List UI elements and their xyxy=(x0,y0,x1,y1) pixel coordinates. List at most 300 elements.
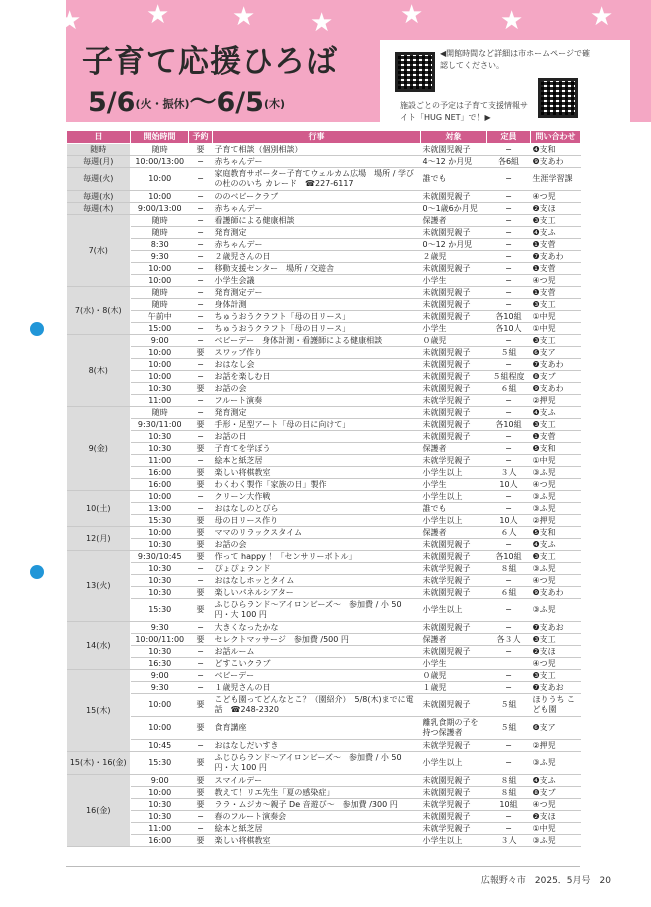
event-cell: 赤ちゃんデー xyxy=(213,156,421,168)
time-cell: 13:00 xyxy=(131,503,189,515)
event-cell: 移動支援センター 場所 / 交遊舎 xyxy=(213,263,421,275)
event-cell: ママのリラックスタイム xyxy=(213,527,421,539)
event-cell: 発育測定 xyxy=(213,227,421,239)
reservation-cell: − xyxy=(189,455,213,467)
day-cell: 8(木) xyxy=(67,335,131,407)
table-row xyxy=(67,371,581,383)
column-header: 日 xyxy=(67,131,131,144)
target-cell: 未就園児親子 xyxy=(421,359,487,371)
reservation-cell: 要 xyxy=(189,527,213,539)
page-footer: 広報野々市 2025．5月号 20 xyxy=(480,876,611,886)
time-cell: 10:30 xyxy=(131,811,189,823)
table-row xyxy=(67,287,581,299)
table-row xyxy=(67,191,581,203)
capacity-cell: ５組程度 xyxy=(487,371,531,383)
capacity-cell: − xyxy=(487,491,531,503)
target-cell: 未就園児親子 xyxy=(421,587,487,599)
time-cell: 10:00 xyxy=(131,787,189,799)
time-cell: 随時 xyxy=(131,287,189,299)
time-cell: 10:00 xyxy=(131,347,189,359)
contact-cell: ④つ児 xyxy=(531,575,581,587)
target-cell: 小学生以上 xyxy=(421,491,487,503)
event-cell: ちゅうおうクラフト「母の日リース」 xyxy=(213,323,421,335)
contact-cell: ❺支和 xyxy=(531,527,581,539)
table-row xyxy=(67,575,581,587)
capacity-cell: − xyxy=(487,407,531,419)
target-cell: 未就学児親子 xyxy=(421,823,487,835)
contact-cell: ❼支あお xyxy=(531,682,581,694)
contact-cell: ③ふ児 xyxy=(531,563,581,575)
reservation-cell: − xyxy=(189,299,213,311)
target-cell: 未就園児親子 xyxy=(421,371,487,383)
time-cell: 10:00 xyxy=(131,694,189,717)
contact-cell: ④つ児 xyxy=(531,479,581,491)
reservation-cell: − xyxy=(189,359,213,371)
time-cell: 11:00 xyxy=(131,395,189,407)
divider xyxy=(66,866,580,867)
column-header: 定員 xyxy=(487,131,531,144)
target-cell: 未就園児親子 xyxy=(421,431,487,443)
capacity-cell: 各10組 xyxy=(487,419,531,431)
contact-cell: ③ふ児 xyxy=(531,503,581,515)
table-row xyxy=(67,383,581,395)
time-cell: 10:30 xyxy=(131,575,189,587)
contact-cell: ①中児 xyxy=(531,323,581,335)
capacity-cell: − xyxy=(487,395,531,407)
capacity-cell: 10人 xyxy=(487,515,531,527)
time-cell: 9:00 xyxy=(131,775,189,787)
reservation-cell: − xyxy=(189,407,213,419)
event-cell: 子育て相談（個別相談） xyxy=(213,144,421,156)
reservation-cell: − xyxy=(189,740,213,752)
event-cell: お話の日 xyxy=(213,431,421,443)
contact-cell: ②押児 xyxy=(531,515,581,527)
event-cell: 絵本と紙芝居 xyxy=(213,823,421,835)
contact-cell: ❹支ふ xyxy=(531,775,581,787)
day-cell: 16(金) xyxy=(67,775,131,847)
day-cell: 随時 xyxy=(67,144,131,156)
target-cell: 未就園児親子 xyxy=(421,646,487,658)
capacity-cell: − xyxy=(487,752,531,775)
table-row xyxy=(67,599,581,622)
target-cell: 未就学児親子 xyxy=(421,563,487,575)
reservation-cell: − xyxy=(189,168,213,191)
target-cell: 保護者 xyxy=(421,215,487,227)
target-cell: 小学生 xyxy=(421,658,487,670)
contact-cell: ❹支ふ xyxy=(531,539,581,551)
event-cell: こども園ってどんなとこ？（園紹介） 5/8(木)までに電話 ☎248-2320 xyxy=(213,694,421,717)
reservation-cell: 要 xyxy=(189,539,213,551)
star-icon: ★ xyxy=(232,2,256,32)
day-cell: 14(水) xyxy=(67,622,131,670)
time-cell: 10:00 xyxy=(131,263,189,275)
reservation-cell: − xyxy=(189,575,213,587)
capacity-cell: ３人 xyxy=(487,467,531,479)
event-cell: わくわく製作「家族の日」製作 xyxy=(213,479,421,491)
capacity-cell: − xyxy=(487,251,531,263)
punch-hole-icon xyxy=(30,322,44,336)
contact-cell: ①中児 xyxy=(531,823,581,835)
time-cell: 15:30 xyxy=(131,515,189,527)
table-row xyxy=(67,694,581,717)
capacity-cell: − xyxy=(487,359,531,371)
reservation-cell: 要 xyxy=(189,347,213,359)
day-cell: 9(金) xyxy=(67,407,131,491)
contact-cell: ❾支あわ xyxy=(531,383,581,395)
capacity-cell: 各10人 xyxy=(487,323,531,335)
capacity-cell: − xyxy=(487,335,531,347)
target-cell: 未就学児親子 xyxy=(421,455,487,467)
time-cell: 9:30/11:00 xyxy=(131,419,189,431)
event-cell: ベビーデー xyxy=(213,670,421,682)
event-cell: 母の日リース作り xyxy=(213,515,421,527)
capacity-cell xyxy=(487,658,531,670)
target-cell: ０歳児 xyxy=(421,335,487,347)
contact-cell: ❾支あわ xyxy=(531,587,581,599)
contact-cell: ③ふ児 xyxy=(531,835,581,847)
time-cell: 15:00 xyxy=(131,323,189,335)
time-cell: 11:00 xyxy=(131,823,189,835)
contact-cell: ①中児 xyxy=(531,311,581,323)
time-cell: 10:00/13:00 xyxy=(131,156,189,168)
contact-cell: ❸支工 xyxy=(531,634,581,646)
target-cell: 小学生以上 xyxy=(421,599,487,622)
target-cell: 小学生 xyxy=(421,275,487,287)
event-cell: 作って happy ！「センサリーボトル」 xyxy=(213,551,421,563)
time-cell: 9:30 xyxy=(131,251,189,263)
contact-cell: ❻支ア xyxy=(531,347,581,359)
contact-cell: ほりうち こども園 xyxy=(531,694,581,717)
event-cell: おはなし会 xyxy=(213,359,421,371)
contact-cell: ❽支ブ xyxy=(531,371,581,383)
capacity-cell: ５組 xyxy=(487,717,531,740)
reservation-cell: 要 xyxy=(189,479,213,491)
table-row xyxy=(67,467,581,479)
table-row xyxy=(67,144,581,156)
capacity-cell: − xyxy=(487,682,531,694)
contact-cell: ❸支工 xyxy=(531,299,581,311)
time-cell: 10:45 xyxy=(131,740,189,752)
time-cell: 随時 xyxy=(131,299,189,311)
table-row xyxy=(67,263,581,275)
event-cell: 子育てを学ぼう xyxy=(213,443,421,455)
time-cell: 10:00 xyxy=(131,275,189,287)
table-row xyxy=(67,156,581,168)
target-cell: 小学生以上 xyxy=(421,835,487,847)
star-icon: ★ xyxy=(500,6,524,36)
table-body xyxy=(67,144,581,847)
capacity-cell: 各10組 xyxy=(487,551,531,563)
time-cell: 午前中 xyxy=(131,311,189,323)
event-cell: 楽しい将棋教室 xyxy=(213,835,421,847)
table-row xyxy=(67,227,581,239)
time-cell: 10:00 xyxy=(131,191,189,203)
table-row xyxy=(67,823,581,835)
contact-cell: ❹支ふ xyxy=(531,407,581,419)
target-cell: 0～12 か月児 xyxy=(421,239,487,251)
event-cell: 赤ちゃんデー xyxy=(213,239,421,251)
day-cell: 15(木)・16(金) xyxy=(67,752,131,775)
target-cell: 未就園児親子 xyxy=(421,299,487,311)
time-cell: 9:30 xyxy=(131,682,189,694)
contact-cell: ③ふ児 xyxy=(531,491,581,503)
reservation-cell: − xyxy=(189,371,213,383)
star-icon: ★ xyxy=(310,8,334,38)
time-cell: 15:30 xyxy=(131,752,189,775)
target-cell: 小学生以上 xyxy=(421,752,487,775)
time-cell: 10:00 xyxy=(131,717,189,740)
reservation-cell: − xyxy=(189,275,213,287)
target-cell: 未就園児親子 xyxy=(421,191,487,203)
time-cell: 9:00 xyxy=(131,670,189,682)
reservation-cell: − xyxy=(189,323,213,335)
table-row xyxy=(67,717,581,740)
time-cell: 16:00 xyxy=(131,835,189,847)
event-cell: 小学生会議 xyxy=(213,275,421,287)
day-cell: 12(月) xyxy=(67,527,131,551)
table-row xyxy=(67,491,581,503)
table-row xyxy=(67,775,581,787)
capacity-cell: − xyxy=(487,670,531,682)
contact-cell: ❾支あわ xyxy=(531,156,581,168)
time-cell: 16:00 xyxy=(131,479,189,491)
qr-code-icon[interactable] xyxy=(395,52,435,92)
star-icon: ★ xyxy=(146,0,170,30)
reservation-cell: 要 xyxy=(189,694,213,717)
contact-cell: ❸支工 xyxy=(531,419,581,431)
time-cell: 10:30 xyxy=(131,383,189,395)
table-row xyxy=(67,203,581,215)
capacity-cell: − xyxy=(487,455,531,467)
target-cell: 小学生 xyxy=(421,479,487,491)
table-row xyxy=(67,682,581,694)
target-cell: 未就園児親子 xyxy=(421,622,487,634)
table-row xyxy=(67,811,581,823)
event-cell: おはなしホッとタイム xyxy=(213,575,421,587)
table-row xyxy=(67,251,581,263)
table-row xyxy=(67,239,581,251)
capacity-cell: − xyxy=(487,823,531,835)
capacity-cell: ６人 xyxy=(487,527,531,539)
reservation-cell: 要 xyxy=(189,634,213,646)
day-cell: 毎週(水) xyxy=(67,191,131,203)
reservation-cell: − xyxy=(189,227,213,239)
reservation-cell: − xyxy=(189,670,213,682)
reservation-cell: − xyxy=(189,287,213,299)
qr-note-1: ◀開館時間など詳細は市ホームページで確認してください。 xyxy=(440,49,590,70)
contact-cell: ❺支和 xyxy=(531,443,581,455)
table-row xyxy=(67,835,581,847)
event-cell: 大きくなったかな xyxy=(213,622,421,634)
event-cell: ２歳児さんの日 xyxy=(213,251,421,263)
time-cell: 10:00 xyxy=(131,491,189,503)
day-cell: 10(土) xyxy=(67,491,131,527)
column-header: 行事 xyxy=(213,131,421,144)
contact-cell: 生涯学習課 xyxy=(531,168,581,191)
qr-code-icon[interactable] xyxy=(538,78,578,118)
target-cell: 4～12 か月児 xyxy=(421,156,487,168)
event-cell: 身体計測 xyxy=(213,299,421,311)
day-cell: 毎週(月) xyxy=(67,156,131,168)
target-cell: 未就園児親子 xyxy=(421,551,487,563)
time-cell: 9:30 xyxy=(131,622,189,634)
event-cell: 食育講座 xyxy=(213,717,421,740)
target-cell: 保護者 xyxy=(421,527,487,539)
target-cell: 誰でも xyxy=(421,503,487,515)
capacity-cell: − xyxy=(487,539,531,551)
capacity-cell: − xyxy=(487,599,531,622)
event-cell: セレクトマッサージ 参加費 /500 円 xyxy=(213,634,421,646)
contact-cell: ❸支工 xyxy=(531,670,581,682)
time-cell: 9:00/13:00 xyxy=(131,203,189,215)
capacity-cell: − xyxy=(487,811,531,823)
capacity-cell: − xyxy=(487,299,531,311)
target-cell: 未就園児親子 xyxy=(421,287,487,299)
capacity-cell: − xyxy=(487,503,531,515)
contact-cell: ④つ児 xyxy=(531,275,581,287)
reservation-cell: 要 xyxy=(189,551,213,563)
time-cell: 10:30 xyxy=(131,431,189,443)
reservation-cell: − xyxy=(189,263,213,275)
reservation-cell: 要 xyxy=(189,419,213,431)
table-row xyxy=(67,622,581,634)
capacity-cell: 各３人 xyxy=(487,634,531,646)
contact-cell: ❹支和 xyxy=(531,144,581,156)
reservation-cell: 要 xyxy=(189,467,213,479)
event-cell: 家庭教育サポーター子育てウェルカム広場 場所 / 学びの杜ののいち カレード ☎227-6117 xyxy=(213,168,421,191)
contact-cell: ❶支菅 xyxy=(531,263,581,275)
table-row xyxy=(67,395,581,407)
time-cell: 10:00 xyxy=(131,359,189,371)
capacity-cell: − xyxy=(487,144,531,156)
time-cell: 9:30/10:45 xyxy=(131,551,189,563)
event-cell: お話を楽しむ日 xyxy=(213,371,421,383)
contact-cell: ❸支工 xyxy=(531,335,581,347)
reservation-cell: − xyxy=(189,563,213,575)
capacity-cell: ５組 xyxy=(487,694,531,717)
table-row xyxy=(67,323,581,335)
target-cell: 未就学児親子 xyxy=(421,740,487,752)
reservation-cell: 要 xyxy=(189,443,213,455)
target-cell: 未就園児親子 xyxy=(421,144,487,156)
target-cell: 未就園児親子 xyxy=(421,227,487,239)
event-cell: 春のフルート演奏会 xyxy=(213,811,421,823)
time-cell: 10:00 xyxy=(131,371,189,383)
contact-cell: ①中児 xyxy=(531,455,581,467)
time-cell: 11:00 xyxy=(131,455,189,467)
target-cell: １歳児 xyxy=(421,682,487,694)
time-cell: 10:30 xyxy=(131,799,189,811)
table-row xyxy=(67,299,581,311)
event-cell: ベビーデー 身体計測・看護師による健康相談 xyxy=(213,335,421,347)
target-cell: 未就園児親子 xyxy=(421,694,487,717)
reservation-cell: − xyxy=(189,658,213,670)
capacity-cell: ３人 xyxy=(487,835,531,847)
event-cell: フルート演奏 xyxy=(213,395,421,407)
column-header: 問い合わせ xyxy=(531,131,581,144)
target-cell: 未就園児親子 xyxy=(421,311,487,323)
capacity-cell: − xyxy=(487,575,531,587)
contact-cell: ④つ児 xyxy=(531,658,581,670)
contact-cell: ❸支工 xyxy=(531,551,581,563)
table-row xyxy=(67,407,581,419)
table-row xyxy=(67,551,581,563)
time-cell: 随時 xyxy=(131,227,189,239)
target-cell: 未就園児親子 xyxy=(421,775,487,787)
reservation-cell: − xyxy=(189,203,213,215)
event-cell: スマイルデー xyxy=(213,775,421,787)
table-row xyxy=(67,740,581,752)
capacity-cell: − xyxy=(487,275,531,287)
capacity-cell: − xyxy=(487,239,531,251)
time-cell: 9:00 xyxy=(131,335,189,347)
target-cell: 未就園児親子 xyxy=(421,407,487,419)
reservation-cell: 要 xyxy=(189,717,213,740)
target-cell: 未就学児親子 xyxy=(421,575,487,587)
day-cell: 13(火) xyxy=(67,551,131,622)
contact-cell: ❷支ほ xyxy=(531,811,581,823)
time-cell: 15:30 xyxy=(131,599,189,622)
capacity-cell: ８組 xyxy=(487,563,531,575)
capacity-cell: − xyxy=(487,203,531,215)
table-row xyxy=(67,587,581,599)
event-cell: お話ルーム xyxy=(213,646,421,658)
capacity-cell: 各10組 xyxy=(487,311,531,323)
target-cell: 0～1歳6か月児 xyxy=(421,203,487,215)
reservation-cell: − xyxy=(189,215,213,227)
capacity-cell: − xyxy=(487,740,531,752)
table-row xyxy=(67,670,581,682)
time-cell: 16:00 xyxy=(131,467,189,479)
day-cell: 毎週(木) xyxy=(67,203,131,215)
star-icon: ★ xyxy=(400,0,424,30)
table-row xyxy=(67,275,581,287)
day-cell: 15(木) xyxy=(67,670,131,752)
capacity-cell: − xyxy=(487,431,531,443)
reservation-cell: − xyxy=(189,335,213,347)
target-cell: 小学生以上 xyxy=(421,515,487,527)
event-cell: 赤ちゃんデー xyxy=(213,203,421,215)
event-cell: お話の会 xyxy=(213,383,421,395)
event-cell: ぴょぴょランド xyxy=(213,563,421,575)
table-row xyxy=(67,658,581,670)
time-cell: 随時 xyxy=(131,407,189,419)
time-cell: 10:30 xyxy=(131,646,189,658)
event-cell: 教えて！リエ先生「夏の感染症」 xyxy=(213,787,421,799)
table-row xyxy=(67,443,581,455)
target-cell: 未就園児親子 xyxy=(421,787,487,799)
event-cell: 楽しい将棋教室 xyxy=(213,467,421,479)
date-range: 5/6(火・振休)～6/5(木) xyxy=(88,87,285,118)
event-cell: １歳児さんの日 xyxy=(213,682,421,694)
table-header xyxy=(67,131,581,144)
reservation-cell: 要 xyxy=(189,799,213,811)
contact-cell: ④つ児 xyxy=(531,191,581,203)
target-cell: ２歳児 xyxy=(421,251,487,263)
contact-cell: ❶支菅 xyxy=(531,287,581,299)
contact-cell: ❻支ア xyxy=(531,717,581,740)
table-row xyxy=(67,431,581,443)
contact-cell: ③ふ児 xyxy=(531,467,581,479)
contact-cell: ②押児 xyxy=(531,395,581,407)
event-cell: 発育測定 xyxy=(213,407,421,419)
reservation-cell: 要 xyxy=(189,515,213,527)
table-row xyxy=(67,479,581,491)
capacity-cell: − xyxy=(487,443,531,455)
reservation-cell: − xyxy=(189,823,213,835)
event-cell: スワップ作り xyxy=(213,347,421,359)
time-cell: 随時 xyxy=(131,215,189,227)
